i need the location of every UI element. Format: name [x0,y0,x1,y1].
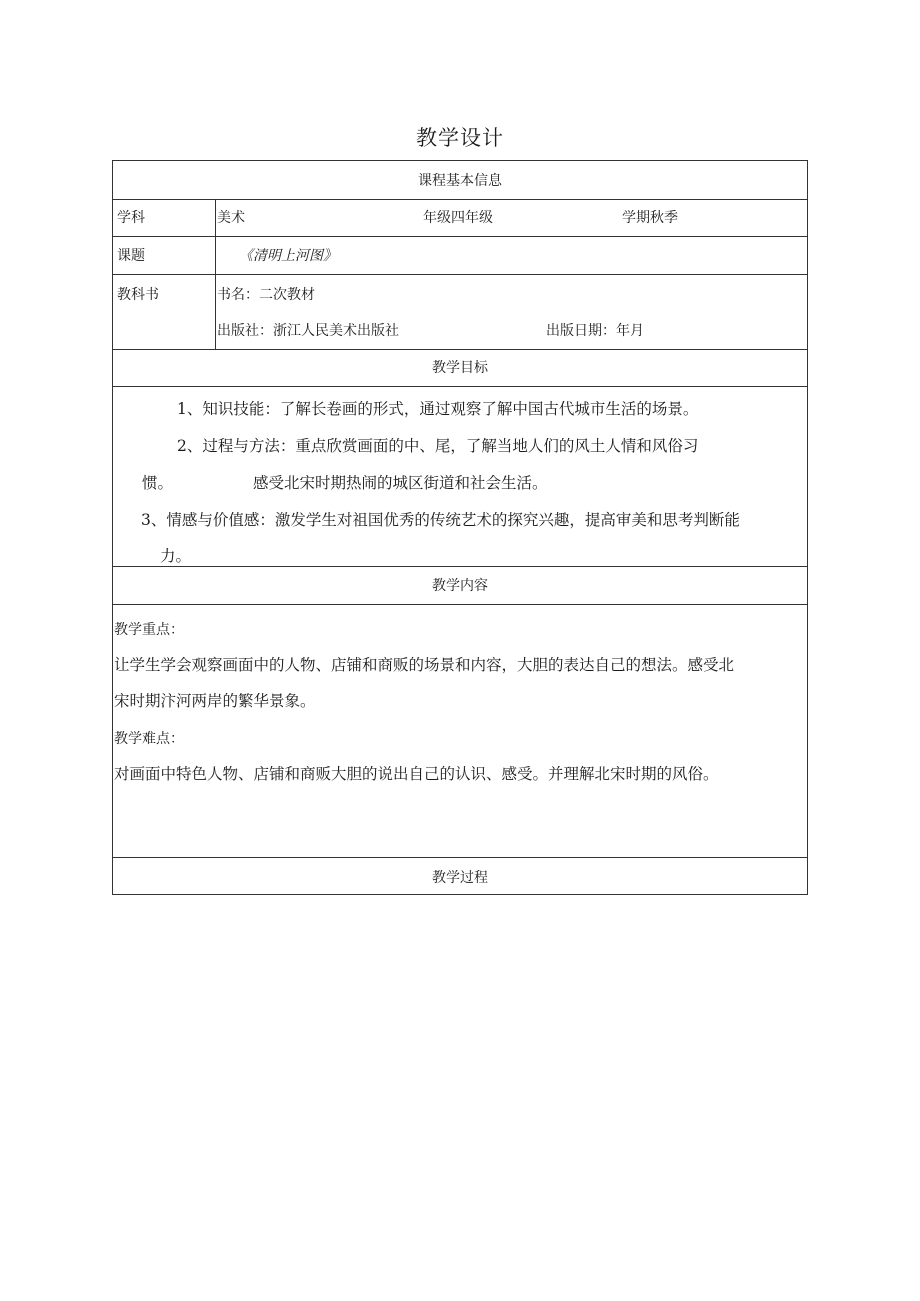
publisher: 出版社：浙江人民美术出版社 [217,323,399,339]
row-divider [113,566,807,567]
basic-info-header: 课程基本信息 [418,173,502,189]
difficulty-label: 教学难点： [114,731,184,747]
row-divider [113,857,807,858]
publish-date: 出版日期：年月 [546,323,644,339]
objective-item-3-line-1: 3、情感与价值感：激发学生对祖国优秀的传统艺术的探究兴趣，提高审美和思考判断能 [141,511,740,529]
page-title: 教学设计 [416,126,504,150]
key-points-label: 教学重点： [114,622,184,638]
row-divider [113,274,807,275]
key-points-line-2: 宋时期汴河两岸的繁华景象。 [114,692,316,710]
objective-item-1: 1、知识技能：了解长卷画的形式，通过观察了解中国古代城市生活的场景。 [177,400,699,418]
lesson-plan-table [112,160,808,895]
row-divider [113,349,807,350]
row-divider [113,199,807,200]
subject-label: 学科 [117,210,145,226]
row-divider [113,386,807,387]
book-name: 书名：二次教材 [217,287,315,303]
objectives-header: 教学目标 [432,360,488,376]
label-column-divider [215,199,216,349]
key-points-line-1: 让学生学会观察画面中的人物、店铺和商贩的场景和内容，大胆的表达自己的想法。感受北 [114,656,735,674]
topic-label: 课题 [117,248,145,264]
row-divider [113,604,807,605]
topic-value: 《清明上河图》 [239,248,337,264]
row-divider [113,236,807,237]
difficulty-line-1: 对画面中特色人物、店铺和商贩大胆的说出自己的认识、感受。并理解北宋时期的风俗。 [114,765,719,783]
process-header: 教学过程 [432,870,488,886]
grade-value: 年级四年级 [423,210,493,226]
objective-item-3-line-2: 力。 [160,547,192,565]
objective-item-2-line-2b: 感受北宋时期热闹的城区街道和社会生活。 [253,474,548,492]
objective-item-2-line-1: 2、过程与方法：重点欣赏画面的中、尾，了解当地人们的风土人情和风俗习 [177,437,699,455]
subject-value: 美术 [217,210,245,226]
semester-value: 学期秋季 [622,210,678,226]
content-header: 教学内容 [432,578,488,594]
objective-item-2-line-2a: 惯。 [142,474,174,492]
textbook-label: 教科书 [117,287,159,303]
